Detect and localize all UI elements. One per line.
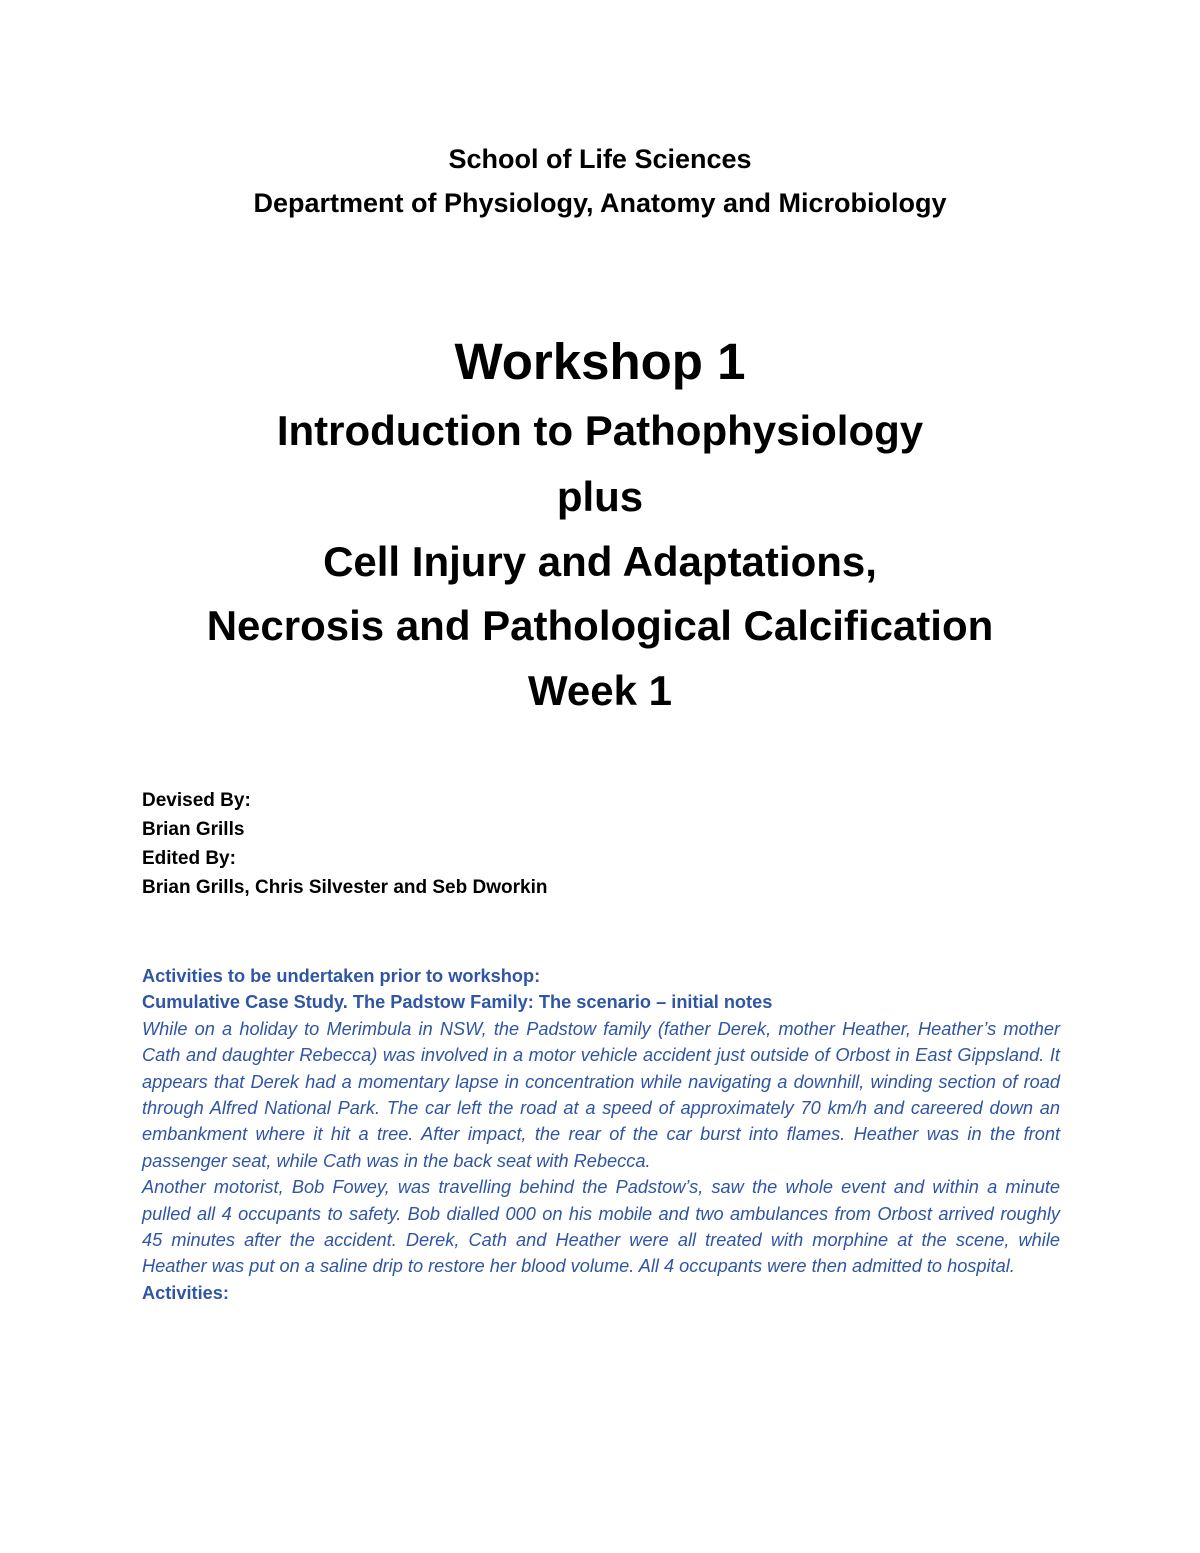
devised-label: Devised By:: [142, 790, 251, 811]
edited-label: Edited By:: [142, 848, 236, 869]
title-line-plus: plus: [556, 473, 644, 520]
title-line-week: Week 1: [528, 667, 672, 714]
activities-label: Activities:: [142, 1282, 229, 1303]
devised-name: Brian Grills: [142, 819, 245, 840]
title-line-necrosis: Necrosis and Pathological Calcification: [206, 602, 994, 649]
case-study-heading: Cumulative Case Study. The Padstow Family: The scenario – initial notes: [142, 992, 773, 1013]
scenario-paragraph-1: While on a holiday to Merimbula in NSW, the Padstow family (father Derek, mother Heather, Heather’s mother Cath and daughter Rebecca) was involved in a motor vehicle accident just outside of Orbost in East Gippsland. It appears that Derek had a momentary lapse in concentration while navigating a downhill, winding section of road through Alfred National Park. The car left the road at a speed of approximately 70 km/h and careered down an embankment where it hit a tree. After impact, the rear of the car burst into flames. Heather was in the front passenger seat, while Cath was in the back seat with Rebecca.: [142, 1018, 1060, 1171]
scenario-paragraph-2: Another motorist, Bob Fowey, was travelling behind the Padstow’s, saw the whole event and within a minute pulled all 4 occupants to safety. Bob dialled 000 on his mobile and two ambulances from Orbost arrived roughly 45 minutes after the accident. Derek, Cath and Heather were all treated with morphine at the scene, while Heather was put on a saline drip to restore her blood volume. All 4 occupants were then admitted to hospital.: [142, 1177, 1060, 1277]
edited-names: Brian Grills, Chris Silvester and Seb Dworkin: [142, 877, 548, 898]
activities-section: [142, 963, 1060, 1306]
title-line-cell-injury: Cell Injury and Adaptations,: [323, 538, 877, 585]
department-name: Department of Physiology, Anatomy and Microbiology: [253, 188, 947, 218]
workshop-title: Workshop 1: [454, 333, 746, 390]
prior-activities-heading: Activities to be undertaken prior to workshop:: [142, 966, 541, 986]
credits-block: [142, 786, 547, 902]
title-line-intro: Introduction to Pathophysiology: [276, 407, 924, 454]
school-name: School of Life Sciences: [448, 144, 752, 174]
